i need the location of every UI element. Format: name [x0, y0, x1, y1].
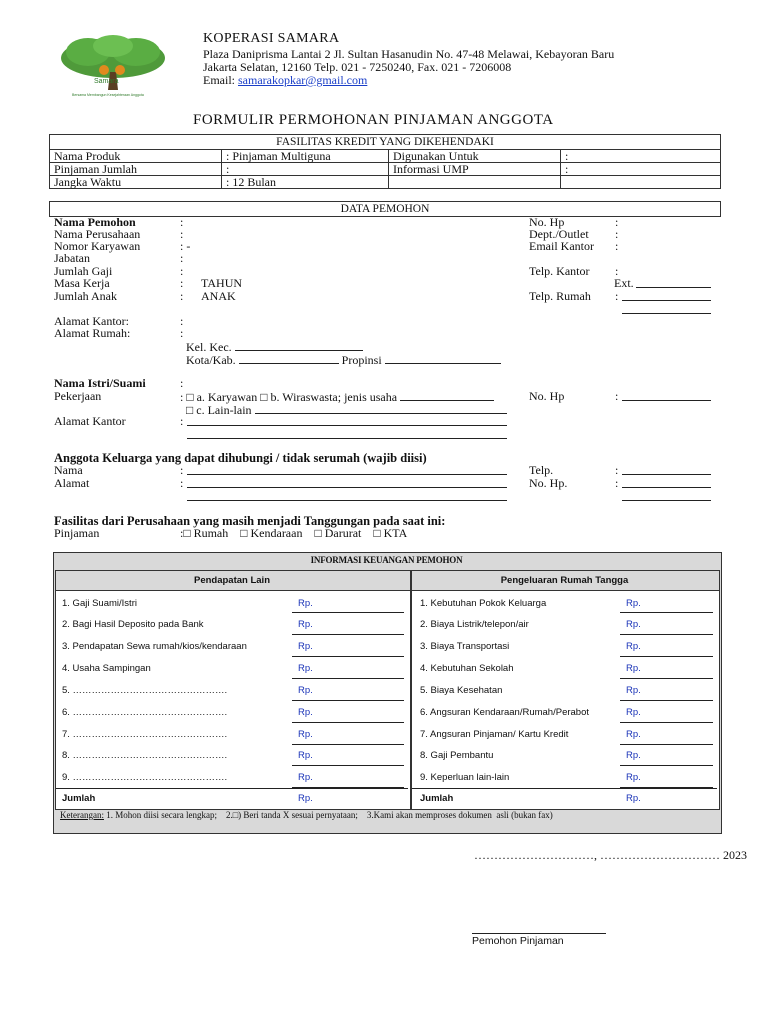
pendapatan-item: 8. ………………………………………….: [62, 750, 228, 761]
fasilitas-heading: Fasilitas dari Perusahaan yang masih menjadi Tanggungan pada saat ini:: [54, 514, 446, 528]
kredit-label: Jangka Waktu: [50, 176, 222, 189]
form-title: FORMULIR PERMOHONAN PINJAMAN ANGGOTA: [193, 112, 554, 128]
kredit-label: Digunakan Untuk: [389, 150, 561, 163]
email-link[interactable]: samarakopkar@gmail.com: [238, 73, 368, 87]
label-keluarga-no-hp: No. Hp.: [529, 476, 568, 490]
keluarga-telp-field[interactable]: [622, 463, 711, 475]
rp-label: Rp.: [298, 772, 313, 783]
keluarga-no-hp-field-2[interactable]: [622, 489, 711, 501]
amount-field[interactable]: [620, 700, 713, 701]
label-no-hp: No. Hp: [529, 215, 565, 229]
rp-label: Rp.: [298, 685, 313, 696]
pengeluaran-item: 7. Angsuran Pinjaman/ Kartu Kredit: [420, 729, 569, 740]
label-jumlah-gaji: Jumlah Gaji: [54, 264, 113, 278]
kredit-label: [389, 176, 561, 189]
jumlah-divider: [56, 788, 408, 789]
rp-label: Rp.: [298, 619, 313, 630]
amount-field[interactable]: [292, 722, 404, 723]
pengeluaran-item: 2. Biaya Listrik/telepon/air: [420, 619, 529, 630]
colon: :: [615, 389, 619, 403]
logo-tagline: Bersama Membangun Kesejahteraan Anggota: [72, 93, 144, 97]
pendapatan-item: 5. ………………………………………….: [62, 685, 228, 696]
label-ext: Ext.: [614, 276, 634, 290]
lain-lain-option[interactable]: □ c. Lain-lain: [186, 403, 252, 417]
colon: :: [615, 476, 619, 490]
amount-field[interactable]: [292, 656, 404, 657]
label-keluarga-nama: Nama: [54, 463, 83, 477]
colon: :: [180, 376, 184, 390]
label-pinjaman: Pinjaman: [54, 526, 100, 540]
propinsi-field[interactable]: [385, 352, 501, 364]
pendapatan-item: 1. Gaji Suami/Istri: [62, 598, 137, 609]
pendapatan-jumlah: Jumlah: [62, 793, 96, 804]
kredit-value[interactable]: : Pinjaman Multiguna: [222, 150, 389, 163]
amount-field[interactable]: [620, 656, 713, 657]
date-line: …………………………, ………………………… 2023: [474, 848, 747, 862]
pendapatan-item: 7. ………………………………………….: [62, 729, 228, 740]
pemohon-heading: [49, 201, 721, 217]
pengeluaran-item: 1. Kebutuhan Pokok Keluarga: [420, 598, 547, 609]
pengeluaran-jumlah: Jumlah: [420, 793, 454, 804]
rp-label: Rp.: [298, 750, 313, 761]
amount-field[interactable]: [292, 678, 404, 679]
label-telp-rumah: Telp. Rumah: [529, 289, 591, 303]
signature-line[interactable]: [472, 933, 606, 934]
kel-kec-field[interactable]: [235, 339, 363, 351]
pinjaman-options[interactable]: :□ Rumah □ Kendaraan □ Darurat □ KTA: [180, 526, 408, 540]
amount-field[interactable]: [620, 722, 713, 723]
pengeluaran-item: 4. Kebutuhan Sekolah: [420, 663, 514, 674]
label-kel-kec: Kel. Kec.: [186, 340, 232, 354]
amount-field[interactable]: [292, 744, 404, 745]
org-email-row: [203, 73, 367, 88]
colon: :: [615, 463, 619, 477]
colon: :: [615, 289, 619, 303]
pengeluaran-item: 8. Gaji Pembantu: [420, 750, 494, 761]
kredit-heading-text: FASILITAS KREDIT YANG DIKEHENDAKI: [276, 136, 494, 148]
signer-label: Pemohon Pinjaman: [472, 935, 564, 947]
rp-label: Rp.: [626, 772, 641, 783]
colon: :: [615, 239, 619, 253]
amount-field[interactable]: [620, 744, 713, 745]
keluarga-alamat-field-2[interactable]: [187, 489, 507, 501]
telp-rumah-field-2[interactable]: [622, 302, 711, 314]
pengeluaran-item: 9. Keperluan lain-lain: [420, 772, 510, 783]
email-label: Email:: [203, 73, 235, 87]
colon: :: [180, 251, 184, 265]
label-masa-kerja: Masa Kerja: [54, 276, 110, 290]
org-name: KOPERASI SAMARA: [203, 31, 340, 46]
kredit-label: Informasi UMP: [389, 163, 561, 176]
rp-label: Rp.: [626, 619, 641, 630]
pengeluaran-item: 3. Biaya Transportasi: [420, 641, 510, 652]
pengeluaran-heading: Pengeluaran Rumah Tangga: [500, 575, 629, 586]
colon: :: [180, 215, 184, 229]
amount-field[interactable]: [620, 612, 713, 613]
amount-field[interactable]: [620, 678, 713, 679]
amount-field[interactable]: [292, 765, 404, 766]
label-nama-perusahaan: Nama Perusahaan: [54, 227, 141, 241]
colon: :: [615, 215, 619, 229]
rp-label: Rp.: [626, 729, 641, 740]
pendapatan-item: 9. ………………………………………….: [62, 772, 228, 783]
rp-label: Rp.: [626, 750, 641, 761]
rp-label: Rp.: [298, 598, 313, 609]
keterangan-text: 1. Mohon diisi secara lengkap; 2.□) Beri tanda X sesuai pernyataan; 3.Kami akan memproses dokumen asli (bukan fax): [106, 810, 553, 820]
colon: :: [180, 463, 184, 477]
kredit-label: Nama Produk: [50, 150, 222, 163]
label-istri-alamat-kantor: Alamat Kantor: [54, 414, 126, 428]
label-nomor-karyawan: Nomor Karyawan: [54, 239, 141, 253]
label-jabatan: Jabatan: [54, 251, 90, 265]
label-email-kantor: Email Kantor: [529, 239, 594, 253]
jenis-usaha-field[interactable]: [400, 389, 494, 401]
kredit-table: [49, 149, 721, 189]
keterangan-row: [60, 810, 553, 820]
rp-label: Rp.: [626, 598, 641, 609]
kredit-row: [50, 176, 721, 189]
label-alamat-rumah: Alamat Rumah:: [54, 326, 131, 340]
kredit-row: [50, 150, 721, 163]
amount-field[interactable]: [292, 700, 404, 701]
rp-label: Rp.: [626, 793, 641, 804]
kredit-value[interactable]: :: [222, 163, 389, 176]
istri-heading: Nama Istri/Suami: [54, 376, 146, 390]
lain-lain-field[interactable]: [255, 402, 507, 414]
pendapatan-heading: Pendapatan Lain: [193, 575, 270, 586]
rp-label: Rp.: [298, 793, 313, 804]
pemohon-heading-text: DATA PEMOHON: [340, 203, 430, 215]
rp-label: Rp.: [298, 663, 313, 674]
ext-field[interactable]: [636, 276, 711, 288]
colon: :: [180, 289, 184, 303]
keluarga-heading: Anggota Keluarga yang dapat dihubungi / tidak serumah (wajib diisi): [54, 451, 427, 465]
kredit-value[interactable]: : 12 Bulan: [222, 176, 389, 189]
jumlah-divider: [412, 788, 717, 789]
logo-text: Samara: [94, 78, 119, 85]
colon: :: [180, 314, 184, 328]
kredit-value[interactable]: :: [561, 150, 721, 163]
pengeluaran-item: 5. Biaya Kesehatan: [420, 685, 503, 696]
rp-label: Rp.: [626, 641, 641, 652]
amount-field[interactable]: [292, 612, 404, 613]
keluarga-alamat-field-1[interactable]: [187, 476, 507, 488]
telp-rumah-field[interactable]: [622, 289, 711, 301]
rp-label: Rp.: [298, 641, 313, 652]
rp-label: Rp.: [298, 729, 313, 740]
colon: :: [615, 227, 619, 241]
colon: :: [180, 326, 184, 340]
colon: : -: [180, 239, 191, 253]
pendapatan-item: 6. ………………………………………….: [62, 707, 228, 718]
kota-propinsi-row: [186, 352, 501, 368]
keterangan-label: Keterangan:: [60, 810, 104, 820]
keuangan-heading: INFORMASI KEUANGAN PEMOHON: [310, 555, 463, 565]
istri-no-hp-field[interactable]: [622, 389, 711, 401]
label-dept-outlet: Dept./Outlet: [529, 227, 589, 241]
org-address-1: Plaza Daniprisma Lantai 2 Jl. Sultan Hasanudin No. 47-48 Melawai, Kebayoran Baru: [203, 47, 615, 61]
colon: :: [615, 264, 619, 278]
jumlah-anak-unit: ANAK: [201, 289, 236, 303]
colon: :: [180, 414, 184, 428]
istri-alamat-field-2[interactable]: [187, 427, 507, 439]
org-address-2: Jakarta Selatan, 12160 Telp. 021 - 7250240, Fax. 021 - 7206008: [203, 60, 512, 74]
label-kota-kab: Kota/Kab.: [186, 353, 236, 367]
colon: :: [180, 276, 184, 290]
label-propinsi: Propinsi: [341, 353, 382, 367]
pekerjaan-options[interactable]: : □ a. Karyawan □ b. Wiraswasta; jenis usaha: [180, 390, 398, 404]
kota-kab-field[interactable]: [239, 352, 339, 364]
colon: :: [180, 227, 184, 241]
label-telp-kantor: Telp. Kantor: [529, 264, 590, 278]
rp-label: Rp.: [626, 685, 641, 696]
colon: :: [180, 264, 184, 278]
amount-field[interactable]: [620, 634, 713, 635]
kredit-value[interactable]: :: [561, 163, 721, 176]
rp-label: Rp.: [298, 707, 313, 718]
rp-label: Rp.: [626, 707, 641, 718]
amount-field[interactable]: [292, 634, 404, 635]
amount-field[interactable]: [620, 765, 713, 766]
keluarga-no-hp-field[interactable]: [622, 476, 711, 488]
label-alamat-kantor: Alamat Kantor:: [54, 314, 129, 328]
colon: :: [180, 476, 184, 490]
kredit-row: [50, 163, 721, 176]
masa-kerja-unit: TAHUN: [201, 276, 243, 290]
label-pekerjaan: Pekerjaan: [54, 389, 102, 403]
label-keluarga-telp: Telp.: [529, 463, 554, 477]
kredit-label: Pinjaman Jumlah: [50, 163, 222, 176]
rp-label: Rp.: [626, 663, 641, 674]
kredit-value[interactable]: [561, 176, 721, 189]
label-keluarga-alamat: Alamat: [54, 476, 90, 490]
label-jumlah-anak: Jumlah Anak: [54, 289, 117, 303]
label-istri-no-hp: No. Hp: [529, 389, 565, 403]
pendapatan-item: 4. Usaha Sampingan: [62, 663, 151, 674]
label-nama-pemohon: Nama Pemohon: [54, 215, 136, 229]
pengeluaran-item: 6. Angsuran Kendaraan/Rumah/Perabot: [420, 707, 590, 718]
keluarga-nama-field[interactable]: [187, 463, 507, 475]
pendapatan-item: 2. Bagi Hasil Deposito pada Bank: [62, 619, 204, 630]
pendapatan-item: 3. Pendapatan Sewa rumah/kios/kendaraan: [62, 641, 247, 652]
istri-alamat-field-1[interactable]: [187, 414, 507, 426]
kredit-heading: [49, 134, 721, 150]
